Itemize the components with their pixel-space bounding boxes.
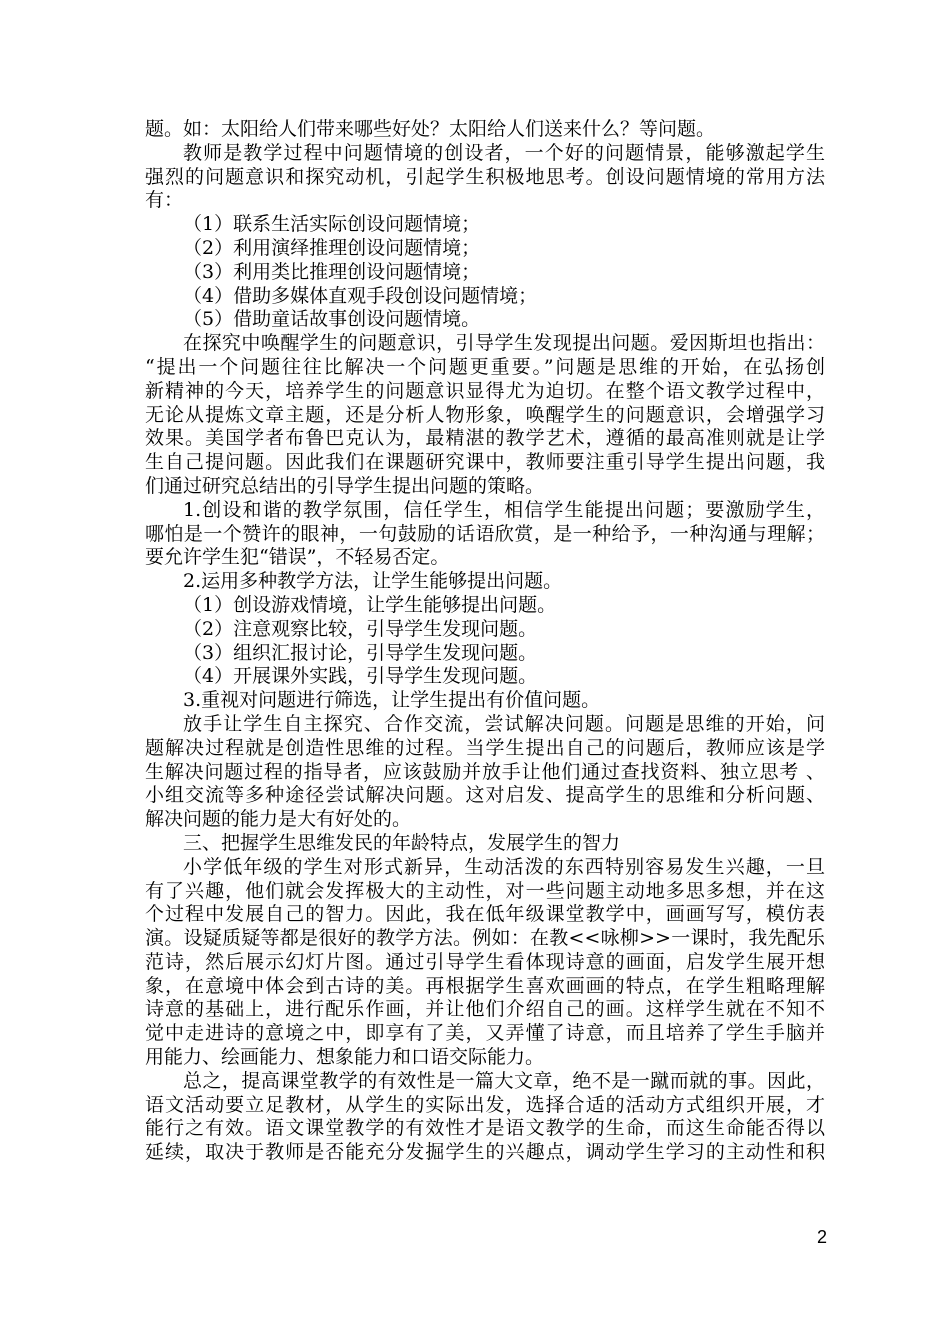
text-line: 诗意的基础上，进行配乐作画，并让他们介绍自己的画。这样学生就在不知不 xyxy=(145,998,825,1021)
text-line: 新精神的今天，培养学生的问题意识显得尤为迫切。在整个语文教学过程中， xyxy=(145,379,825,402)
body-text xyxy=(145,118,825,1165)
text-line: 生自己提问题。因此我们在课题研究课中，教师要注重引导学生提出问题，我 xyxy=(145,451,825,474)
text-line: 强烈的问题意识和探究动机，引起学生积极地思考。创设问题情境的常用方法 xyxy=(145,165,825,188)
section-heading: 三、把握学生思维发民的年龄特点，发展学生的智力 xyxy=(183,831,621,854)
text-line: 小组交流等多种途径尝试解决问题。这对启发、提高学生的思维和分析问题、 xyxy=(145,784,825,807)
text-line: 范诗，然后展示幻灯片图。通过引导学生看体现诗意的画面，启发学生展开想 xyxy=(145,950,825,973)
text-line: 延续，取决于教师是否能充分发掘学生的兴趣点，调动学生学习的主动性和积 xyxy=(145,1141,825,1164)
paragraph-first-line: 3.重视对问题进行筛选，让学生提出有价值问题。 xyxy=(183,689,601,712)
paragraph-first-line: 小学低年级的学生对形式新异，生动活泼的东西特别容易发生兴趣，一旦 xyxy=(183,855,825,878)
paragraph-first-line: 总之，提高课堂教学的有效性是一篇大文章，绝不是一蹴而就的事。因此， xyxy=(183,1069,825,1092)
text-line: 解决问题的能力是大有好处的。 xyxy=(145,808,412,831)
text-line: 用能力、绘画能力、想象能力和口语交际能力。 xyxy=(145,1046,545,1069)
text-line: 语文活动要立足教材，从学生的实际出发，选择合适的活动方式组织开展，才 xyxy=(145,1093,825,1116)
paragraph-first-line: 1.创设和谐的教学氛围，信任学生，相信学生能提出问题；要激励学生， xyxy=(183,498,825,521)
paragraph-first-line: 在探究中唤醒学生的问题意识，引导学生发现提出问题。爱因斯坦也指出： xyxy=(183,332,825,355)
text-line: 个过程中发展自己的智力。因此，我在低年级课堂教学中，画画写写，模仿表 xyxy=(145,903,825,926)
text-line: 生解决问题过程的指导者，应该鼓励并放手让他们通过查找资料、独立思考 、 xyxy=(145,760,825,783)
list-item: （1）创设游戏情境，让学生能够提出问题。 xyxy=(183,593,557,616)
paragraph-first-line: 放手让学生自主探究、合作交流，尝试解决问题。问题是思维的开始，问 xyxy=(183,712,825,735)
list-item: （1）联系生活实际创设问题情境； xyxy=(183,213,481,236)
text-line: 无论从提炼文章主题，还是分析人物形象，唤醒学生的问题意识，会增强学习 xyxy=(145,403,825,426)
text-line: 象，在意境中体会到古诗的美。再根据学生喜欢画画的特点，在学生粗略理解 xyxy=(145,974,825,997)
list-item: （3）利用类比推理创设问题情境； xyxy=(183,260,481,283)
text-line: 效果。美国学者布鲁巴克认为，最精湛的教学艺术，遵循的最高准则就是让学 xyxy=(145,427,825,450)
list-item: （4）借助多媒体直观手段创设问题情境； xyxy=(183,284,538,307)
list-item: （3）组织汇报讨论，引导学生发现问题。 xyxy=(183,641,538,664)
text-line: 觉中走进诗的意境之中，即享有了美，又弄懂了诗意，而且培养了学生手脑并 xyxy=(145,1022,825,1045)
page-number: 2 xyxy=(816,1227,827,1247)
text-line: 题。如：太阳给人们带来哪些好处？太阳给人们送来什么？等问题。 xyxy=(145,118,716,140)
text-line: 有了兴趣，他们就会发挥极大的主动性，对一些问题主动地多思多想，并在这 xyxy=(145,879,825,902)
text-line: “提出一个问题往往比解决一个问题更重要。”问题是思维的开始，在弘扬创 xyxy=(145,355,825,378)
paragraph-first-line: 教师是教学过程中问题情境的创设者，一个好的问题情景，能够激起学生 xyxy=(183,141,825,164)
text-line: 要允许学生犯“错误”，不轻易否定。 xyxy=(145,546,450,569)
paragraph-first-line: 2.运用多种教学方法，让学生能够提出问题。 xyxy=(183,570,563,593)
text-line: 哪怕是一个赞许的眼神，一句鼓励的话语欣赏，是一种给予，一种沟通与理解； xyxy=(145,522,825,545)
list-item: （2）利用演绎推理创设问题情境； xyxy=(183,236,481,259)
list-item: （4）开展课外实践，引导学生发现问题。 xyxy=(183,665,538,688)
list-item: （2）注意观察比较，引导学生发现问题。 xyxy=(183,617,538,640)
text-line: 演。设疑质疑等都是很好的教学方法。例如：在教<<咏柳>>一课时，我先配乐 xyxy=(145,927,825,950)
text-line: 能行之有效。语文课堂教学的有效性才是语文教学的生命，而这生命能否得以 xyxy=(145,1117,825,1140)
text-line: 们通过研究总结出的引导学生提出问题的策略。 xyxy=(145,474,545,497)
text-line: 有： xyxy=(145,189,184,212)
list-item: （5）借助童话故事创设问题情境。 xyxy=(183,308,481,331)
text-line: 题解决过程就是创造性思维的过程。当学生提出自己的问题后，教师应该是学 xyxy=(145,736,825,759)
